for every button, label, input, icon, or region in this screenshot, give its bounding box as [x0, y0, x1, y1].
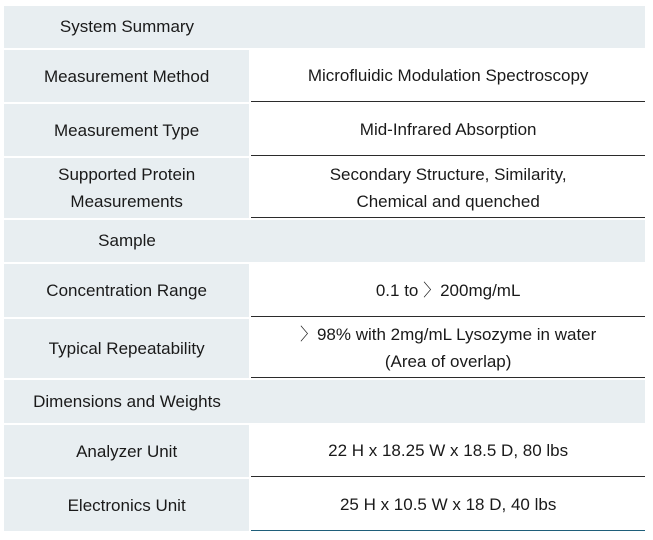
row-label: Electronics Unit	[4, 479, 249, 531]
row-value: 25 H x 10.5 W x 18 D, 40 lbs	[251, 479, 645, 531]
row-label: Concentration Range	[4, 264, 249, 317]
table-row	[4, 264, 645, 317]
row-value: 22 H x 18.25 W x 18.5 D, 80 lbs	[251, 425, 645, 477]
table-row	[4, 104, 645, 156]
table-row	[4, 479, 645, 531]
row-value: Microfluidic Modulation Spectroscopy	[251, 50, 645, 102]
table-row	[4, 425, 645, 477]
section-title: Dimensions and Weights	[33, 391, 221, 411]
row-value: Mid-Infrared Absorption	[251, 104, 645, 156]
row-label: Analyzer Unit	[4, 425, 249, 477]
table-row	[4, 319, 645, 378]
row-value: Secondary Structure, Similarity, Chemical and quenched	[251, 158, 645, 218]
table-row	[4, 50, 645, 102]
row-value: 0.1 to 〉200mg/mL	[251, 264, 645, 317]
row-label: Measurement Type	[4, 104, 249, 156]
section-header-sample	[4, 220, 645, 262]
section-title: System Summary	[59, 17, 195, 36]
row-label: Typical Repeatability	[4, 319, 249, 378]
row-label: Supported Protein Measurements	[4, 158, 249, 218]
section-header-dimensions-and-weights	[4, 380, 645, 423]
section-title: Sample	[98, 231, 156, 250]
row-value: 〉98% with 2mg/mL Lysozyme in water (Area of overlap)	[251, 319, 645, 378]
table-row	[4, 158, 645, 218]
section-header-system-summary	[4, 6, 645, 48]
row-label: Measurement Method	[4, 50, 249, 102]
